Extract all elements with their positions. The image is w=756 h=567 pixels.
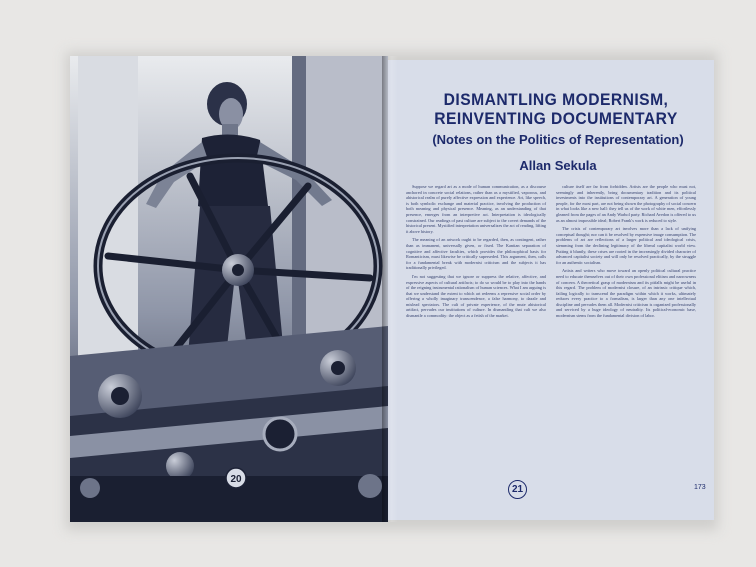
title-line-2: REINVENTING DOCUMENTARY bbox=[434, 109, 678, 128]
open-magazine bbox=[70, 56, 714, 522]
body-column-1 bbox=[406, 184, 546, 322]
left-page-number: 20 bbox=[230, 474, 242, 485]
article-subtitle: (Notes on the Politics of Representation) bbox=[432, 132, 684, 147]
worker-at-wheel-photo bbox=[70, 56, 388, 522]
body-paragraph: Suppose we regard art as a mode of human communication, as a discourse anchored in concrete social relations, rather than as a mystified, vaporous, and ahistorical realm of purely affective expression and experience. Art, like speech, is both symbolic exchange and material practice, involving the production of both meaning and physical presence. Meaning, as an understanding of that presence, emerges from an interpretive act. Interpretation is ideologically constrained. Our readings of past culture are subject to the covert demands of the historical present. Mystified interpretation universalizes the act of reading, lifting it above history. bbox=[406, 184, 546, 234]
body-paragraph: Artists and writers who move toward an openly political cultural practice need to educate themselves out of their own professional elitism and narrowness of concern. A theoretical grasp of modernism and its pitfalls might be useful in this regard. The problem of modernist closure, of an intrinsic critique which, failing logically to transcend the paradigm within which it works, ultimately reduces every practice to a formalism, is larger than any one intellectual discipline and pervades them all. Modernist criticism is organized professionally and serviced by a huge ideology of neutrality. Its political-economic base, modernism stems from the fundamental division of labor. bbox=[556, 268, 696, 319]
folio-number: 173 bbox=[694, 484, 706, 491]
body-paragraph: I'm not suggesting that we ignore or suppress the relative, affective, and expressive aspects of cultural artifacts; to do so would be to play into the hands of the reigning instrumental rationalism of human sciences. What I am arguing is that we understand the extent to which art redeems a repressive social order by offering a wholly imaginary transcendence, a false harmony, to dazzle and mislead spectators. The cult of private experience, of the mute ahistorical artifact, pervades our institutions of culture. In dismantling that cult we also dismantle a commodity: the object as a fetish of the market. bbox=[406, 273, 546, 319]
body-paragraph: The crisis of contemporary art involves more than a lack of unifying conceptual thought; nor can it be resolved by expensive image consumption. The problems of art are reflections of a larger political and ideological crisis, stemming from the declining legitimacy of the liberal capitalist world view. Putting it bluntly, these crises are rooted in the increasingly divided character of advanced capitalist society and will only be resolved practically, by the struggle for an authentic socialism. bbox=[556, 226, 696, 265]
right-page-number-badge: 21 bbox=[508, 480, 527, 499]
title-line-1: DISMANTLING MODERNISM, bbox=[443, 90, 669, 109]
left-page-number-badge bbox=[224, 466, 248, 490]
body-paragraph: culture itself are far from forbidden. Artists are the people who must not, seemingly and inherently, bring documentary tradition and its political investments into the institutions of contemporary art. A generation of young people, for the most part, are not being shown the photography of social concern in what looks like a new hall: they tell us of the work of white men, effortlessly gleaned from the pages of an Andy Warhol party. Richard Avedon is offered to us as an almost impossible ideal; Robert Frank's work is reduced to style. bbox=[556, 184, 696, 223]
article-author: Allan Sekula bbox=[519, 158, 597, 173]
body-paragraph: The meaning of an artwork ought to be regarded, then, as contingent, rather than as immanent, universally given, or fixed. The Kantian separation of cognitive and affective faculties, which provides the philosophical basis for Romanticism, must likewise be critically superseded. This argument, then, calls for a fundamental break with modernist criticism and the subjects it has traditionally privileged. bbox=[406, 237, 546, 271]
article-title bbox=[416, 90, 696, 128]
body-column-2 bbox=[556, 184, 696, 322]
left-page-photograph bbox=[70, 56, 388, 522]
spine-gutter bbox=[382, 56, 398, 522]
right-page-text bbox=[388, 60, 714, 520]
